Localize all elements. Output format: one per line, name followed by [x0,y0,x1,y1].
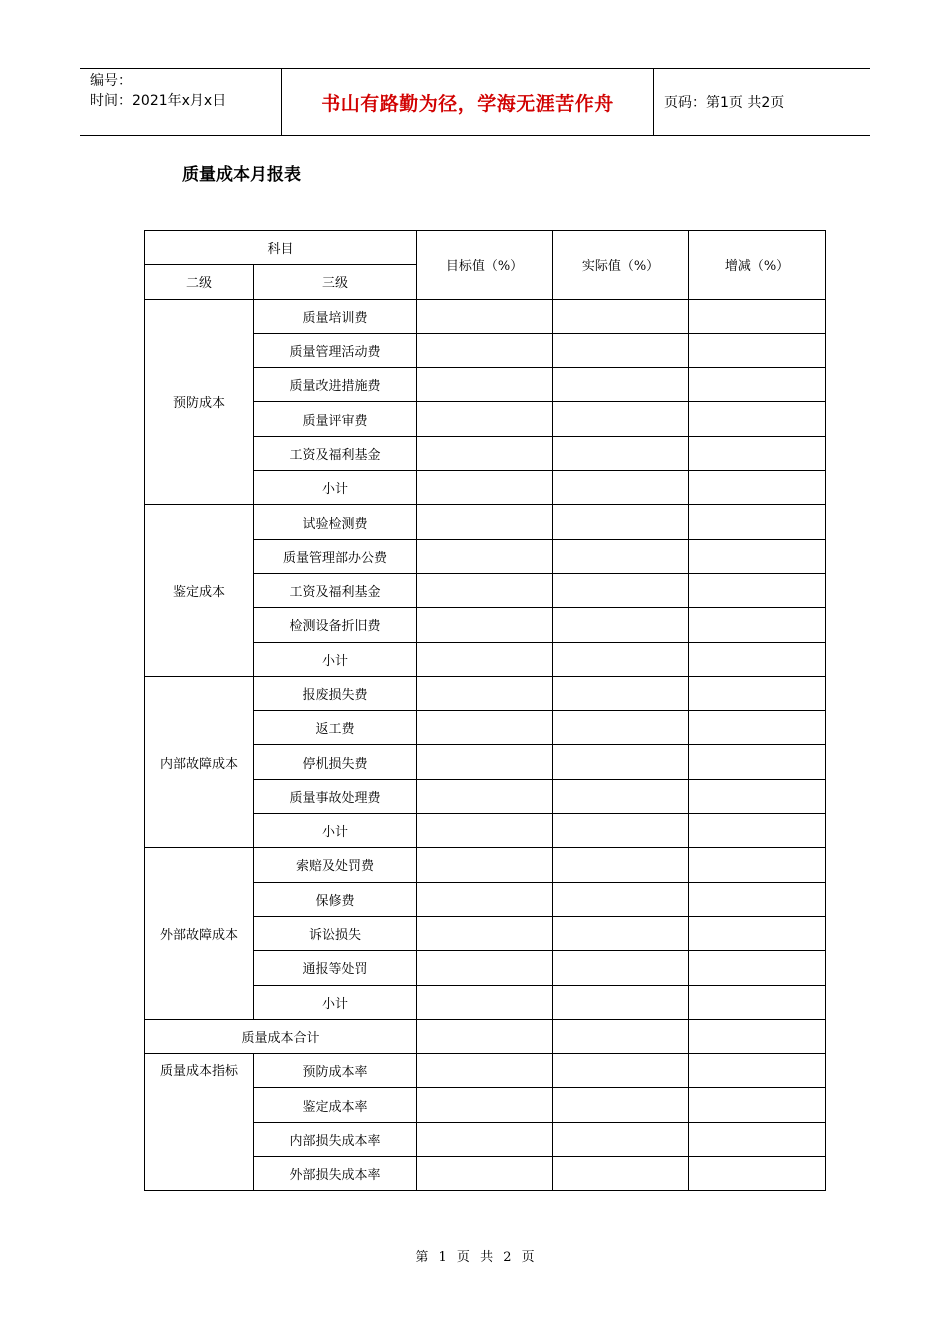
target-cell [417,814,553,848]
change-cell [689,882,826,916]
actual-cell [553,676,689,710]
item-name-cell: 停机损失费 [254,745,417,779]
header-page-cell [654,69,870,135]
change-cell [689,368,826,402]
change-cell [689,951,826,985]
target-cell [417,848,553,882]
item-name-cell: 检测设备折旧费 [254,608,417,642]
actual-cell [553,1019,689,1053]
actual-cell [553,368,689,402]
item-name-cell: 返工费 [254,711,417,745]
actual-cell [553,1157,689,1191]
change-cell [689,436,826,470]
level2-header: 二级 [145,265,254,299]
item-name-cell: 报废损失费 [254,676,417,710]
target-cell [417,1122,553,1156]
actual-cell [553,1054,689,1088]
level3-header: 三级 [254,265,417,299]
table-row [145,505,826,539]
item-name-cell: 试验检测费 [254,505,417,539]
quality-cost-table [144,230,826,1191]
group-name-cell: 预防成本 [145,299,254,505]
indicator-item-cell: 外部损失成本率 [254,1157,417,1191]
change-cell [689,642,826,676]
actual-cell [553,642,689,676]
actual-cell [553,745,689,779]
target-cell [417,573,553,607]
target-cell [417,436,553,470]
table-row [145,848,826,882]
actual-cell [553,711,689,745]
change-cell [689,608,826,642]
total-row [145,1019,826,1053]
item-name-cell: 保修费 [254,882,417,916]
actual-cell [553,436,689,470]
item-name-cell: 小计 [254,642,417,676]
actual-cell [553,1088,689,1122]
header-page-label: 页码：第1页 共2页 [664,95,785,111]
change-cell [689,1054,826,1088]
actual-cell [553,985,689,1019]
footer-text: 第 [415,1250,429,1265]
indicator-item-cell: 内部损失成本率 [254,1122,417,1156]
actual-cell [553,299,689,333]
target-cell [417,402,553,436]
target-cell [417,745,553,779]
target-cell [417,951,553,985]
subject-header: 科目 [145,231,417,265]
change-header: 增减（%） [689,231,826,300]
change-cell [689,985,826,1019]
change-cell [689,333,826,367]
target-cell [417,1054,553,1088]
actual-cell [553,951,689,985]
footer-total-pages: 2 [503,1250,512,1265]
change-cell [689,916,826,950]
total-label-cell: 质量成本合计 [145,1019,417,1053]
page-header [80,68,870,136]
indicator-item-cell: 预防成本率 [254,1054,417,1088]
target-cell [417,333,553,367]
item-name-cell: 通报等处罚 [254,951,417,985]
actual-cell [553,471,689,505]
item-name-cell: 质量管理活动费 [254,333,417,367]
target-cell [417,779,553,813]
actual-header: 实际值（%） [553,231,689,300]
target-cell [417,1019,553,1053]
document-title: 质量成本月报表 [182,165,301,185]
change-cell [689,711,826,745]
item-name-cell: 小计 [254,814,417,848]
target-cell [417,368,553,402]
table-body [145,231,826,1191]
target-cell [417,539,553,573]
number-label: 编号： [90,73,132,89]
change-cell [689,299,826,333]
item-name-cell: 工资及福利基金 [254,573,417,607]
table-row [145,299,826,333]
target-cell [417,916,553,950]
item-name-cell: 小计 [254,471,417,505]
actual-cell [553,573,689,607]
actual-cell [553,916,689,950]
target-cell [417,471,553,505]
target-cell [417,299,553,333]
header-meta [80,69,282,135]
change-cell [689,779,826,813]
target-cell [417,676,553,710]
item-name-cell: 小计 [254,985,417,1019]
change-cell [689,402,826,436]
page-footer [0,1246,950,1265]
actual-cell [553,505,689,539]
group-name-cell: 鉴定成本 [145,505,254,676]
change-cell [689,848,826,882]
footer-text: 共 [480,1250,494,1265]
footer-text: 页 [456,1250,470,1265]
target-cell [417,505,553,539]
target-cell [417,882,553,916]
group-name-cell: 内部故障成本 [145,676,254,847]
target-cell [417,711,553,745]
actual-cell [553,1122,689,1156]
header-motto: 书山有路勤为径，学海无涯苦作舟 [321,92,614,115]
item-name-cell: 诉讼损失 [254,916,417,950]
actual-cell [553,608,689,642]
change-cell [689,1019,826,1053]
actual-cell [553,882,689,916]
change-cell [689,1157,826,1191]
actual-cell [553,333,689,367]
target-cell [417,608,553,642]
change-cell [689,573,826,607]
table-header-row [145,231,826,265]
item-name-cell: 质量改进措施费 [254,368,417,402]
item-name-cell: 工资及福利基金 [254,436,417,470]
target-cell [417,1157,553,1191]
indicator-item-cell: 鉴定成本率 [254,1088,417,1122]
change-cell [689,505,826,539]
actual-cell [553,402,689,436]
change-cell [689,745,826,779]
actual-cell [553,539,689,573]
actual-cell [553,814,689,848]
change-cell [689,1088,826,1122]
header-motto-cell [282,69,654,135]
indicator-name-cell: 质量成本指标 [145,1054,254,1191]
change-cell [689,676,826,710]
target-cell [417,1088,553,1122]
actual-cell [553,848,689,882]
item-name-cell: 质量管理部办公费 [254,539,417,573]
footer-page-number: 1 [438,1250,447,1265]
change-cell [689,539,826,573]
indicator-row [145,1054,826,1088]
change-cell [689,1122,826,1156]
target-cell [417,642,553,676]
item-name-cell: 质量评审费 [254,402,417,436]
actual-cell [553,779,689,813]
item-name-cell: 质量事故处理费 [254,779,417,813]
time-label: 时间：2021年x月x日 [90,93,227,109]
target-cell [417,985,553,1019]
item-name-cell: 质量培训费 [254,299,417,333]
item-name-cell: 索赔及处罚费 [254,848,417,882]
group-name-cell: 外部故障成本 [145,848,254,1019]
change-cell [689,814,826,848]
footer-text: 页 [521,1250,535,1265]
table-row [145,676,826,710]
target-header: 目标值（%） [417,231,553,300]
change-cell [689,471,826,505]
